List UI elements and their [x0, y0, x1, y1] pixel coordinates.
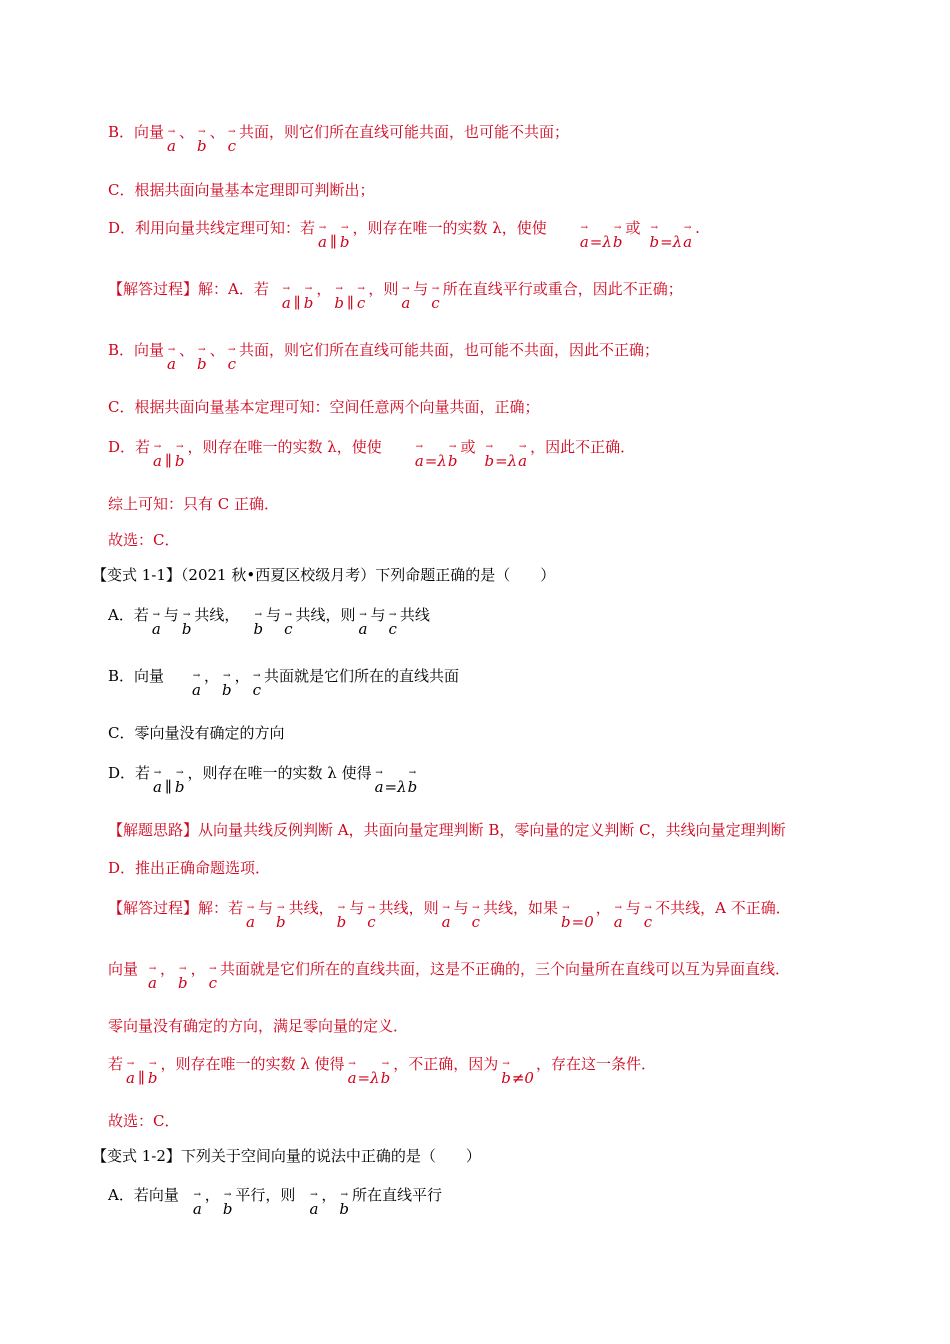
- text: 或: [625, 219, 641, 237]
- option-d-analysis: [108, 218, 700, 252]
- solution-reason-c: 零向量没有确定的方向，满足零向量的定义．: [108, 1017, 409, 1035]
- a-parallel-b: [317, 232, 351, 252]
- a-eq-lambda-b: [579, 232, 624, 252]
- comma: ，: [316, 280, 332, 298]
- vector-a: → a: [153, 777, 162, 797]
- a-parallel-b: [125, 1068, 159, 1088]
- text: 共面，则它们所在直线可能共面，也可能不共面，因此不正确；: [239, 341, 660, 359]
- text: 与: [349, 899, 365, 917]
- text: ，则: [368, 280, 399, 298]
- comma: ，: [159, 960, 175, 978]
- text: ，不正确，因为: [393, 1055, 499, 1073]
- vector-a: → a: [153, 451, 162, 471]
- vector-a: → a: [580, 232, 589, 252]
- text: ，因此不正确．: [530, 438, 636, 456]
- text: 共面，则它们所在直线可能共面，也可能不共面；: [239, 123, 570, 141]
- text: 与: [266, 606, 282, 624]
- text: 或: [460, 438, 476, 456]
- vector-a: → a: [167, 136, 176, 156]
- vector-b: → b: [408, 777, 418, 797]
- vector-c: → c: [472, 912, 480, 932]
- comma: ，: [234, 667, 250, 685]
- vector-a: → a: [415, 451, 424, 471]
- text: ，则存在唯一的实数 λ，使使: [187, 438, 382, 456]
- vector-a: → a: [282, 293, 291, 313]
- vector-c: → c: [253, 680, 261, 700]
- b-eq-zero: [560, 912, 594, 932]
- comma: ，: [321, 1186, 337, 1204]
- solution-hint-cont: D．推出正确命题选项．: [108, 859, 271, 877]
- text: A．若向量: [108, 1186, 179, 1204]
- vector-c: → c: [228, 354, 236, 374]
- a-eq-lambda-b: [374, 777, 419, 797]
- text: B．向量: [108, 667, 165, 685]
- parallel-symbol: ∥: [329, 233, 337, 251]
- vector-a: → a: [401, 293, 410, 313]
- solution-process-1: [108, 279, 683, 313]
- separator: 、: [178, 341, 194, 359]
- separator: 、: [178, 123, 194, 141]
- vector-a: → a: [614, 912, 623, 932]
- vector-b: → b: [448, 451, 458, 471]
- text: 向量: [108, 960, 139, 978]
- vector-b: → b: [148, 1068, 158, 1088]
- answer-1: 故选：C．: [108, 531, 180, 549]
- vector-c: → c: [209, 973, 217, 993]
- vector-b: → b: [197, 136, 207, 156]
- vector-b: → b: [340, 232, 350, 252]
- vector-c: → c: [431, 293, 439, 313]
- text: ，则存在唯一的实数 λ 使得: [160, 1055, 345, 1073]
- separator: 、: [209, 341, 225, 359]
- variant-1-2-option-a: [108, 1185, 442, 1219]
- variant-1-1-option-d: [108, 763, 420, 797]
- parallel-symbol: ∥: [137, 1069, 145, 1087]
- text: 【解答过程】解：若: [108, 899, 244, 917]
- text: 所在直线平行或重合，因此不正确；: [442, 280, 683, 298]
- text: 共面就是它们所在的直线共面，这是不正确的，三个向量所在直线可以互为异面直线．: [220, 960, 791, 978]
- vector-b: → b: [222, 680, 232, 700]
- vector-a: → a: [192, 680, 201, 700]
- text: 与: [370, 606, 386, 624]
- text: 所在直线平行: [352, 1186, 443, 1204]
- vector-b: → b: [304, 293, 314, 313]
- text: 共线，则: [295, 606, 356, 624]
- vector-c: → c: [388, 619, 396, 639]
- b-neq-zero: [500, 1068, 534, 1088]
- vector-b: → b: [484, 451, 494, 471]
- vector-b: → b: [339, 1199, 349, 1219]
- text: 共面就是它们所在的直线共面: [264, 667, 460, 685]
- vector-a: → a: [375, 777, 384, 797]
- text: 共线，: [194, 606, 240, 624]
- vector-b: → b: [501, 1068, 511, 1088]
- vector-a: → a: [442, 912, 451, 932]
- text: B．向量: [108, 123, 165, 141]
- neq-zero: ≠0: [511, 1069, 534, 1087]
- solution-option-c: C．根据共面向量基本定理可知：空间任意两个向量共面，正确；: [108, 398, 540, 416]
- vector-a: → a: [148, 973, 157, 993]
- a-parallel-b: [152, 777, 186, 797]
- vector-b: → b: [253, 619, 263, 639]
- text: 平行，则: [235, 1186, 296, 1204]
- eq-zero: =0: [571, 913, 594, 931]
- vector-b: → b: [182, 619, 192, 639]
- vector-c: → c: [357, 293, 365, 313]
- text: D．若: [108, 438, 151, 456]
- text: 与: [257, 899, 273, 917]
- solution-hint: 【解题思路】从向量共线反例判断 A，共面向量定理判断 B，零向量的定义判断 C，共线向量定理判断: [108, 821, 786, 839]
- text: A．若: [108, 606, 149, 624]
- option-b-analysis: [108, 122, 569, 156]
- separator: 、: [209, 123, 225, 141]
- vector-a: → a: [152, 619, 161, 639]
- text: 共线: [399, 606, 430, 624]
- text: ，存在这一条件．: [535, 1055, 656, 1073]
- vector-b: → b: [381, 1068, 391, 1088]
- vector-a: → a: [358, 619, 367, 639]
- a-parallel-b: [281, 293, 315, 313]
- solution-option-b: [108, 340, 659, 374]
- vector-b: → b: [334, 293, 344, 313]
- vector-b: → b: [197, 354, 207, 374]
- text: 与: [625, 899, 641, 917]
- comma: ，: [595, 899, 611, 917]
- vector-c: → c: [284, 619, 292, 639]
- variant-1-1-option-b: [108, 666, 459, 700]
- parallel-symbol: ∥: [164, 452, 172, 470]
- summary: 综上可知：只有 C 正确．: [108, 495, 280, 513]
- text: D．利用向量共线定理可知：若: [108, 219, 316, 237]
- solution-reason-d: [108, 1054, 656, 1088]
- b-parallel-c: [333, 293, 366, 313]
- vector-b: → b: [649, 232, 659, 252]
- text: 不共线，A 不正确．: [655, 899, 791, 917]
- vector-c: → c: [367, 912, 375, 932]
- text: 若: [108, 1055, 124, 1073]
- parallel-symbol: ∥: [293, 294, 301, 312]
- vector-a: → a: [193, 1199, 202, 1219]
- variant-1-1-option-c: C．零向量没有确定的方向: [108, 724, 285, 742]
- vector-a: → a: [309, 1199, 318, 1219]
- vector-b: → b: [561, 912, 571, 932]
- eq-lambda: =λ: [424, 452, 447, 470]
- b-eq-lambda-a: [483, 451, 528, 471]
- eq-lambda: =λ: [384, 778, 407, 796]
- vector-b: → b: [276, 912, 286, 932]
- variant-1-2-title: 【变式 1-2】下列关于空间向量的说法中正确的是（ ）: [92, 1147, 481, 1165]
- text: ，则存在唯一的实数 λ 使得: [187, 764, 372, 782]
- vector-a: → a: [126, 1068, 135, 1088]
- variant-1-1-option-a: [108, 605, 430, 639]
- eq-lambda: =λ: [589, 233, 612, 251]
- eq-lambda: =λ: [357, 1069, 380, 1087]
- text: 共线，则: [378, 899, 439, 917]
- eq-lambda: =λ: [495, 452, 518, 470]
- text: 与: [453, 899, 469, 917]
- text: 共线，: [288, 899, 334, 917]
- answer-2: 故选：C．: [108, 1112, 180, 1130]
- parallel-symbol: ∥: [346, 294, 354, 312]
- vector-b: → b: [613, 232, 623, 252]
- period: .: [695, 219, 700, 237]
- vector-b: → b: [178, 973, 188, 993]
- solution-reason-b: [108, 959, 790, 993]
- solution-process-2: [108, 898, 791, 932]
- vector-c: → c: [644, 912, 652, 932]
- comma: ，: [203, 667, 219, 685]
- vector-b: → b: [223, 1199, 233, 1219]
- text: 共线，如果: [483, 899, 559, 917]
- vector-a: → a: [348, 1068, 357, 1088]
- text: 与: [413, 280, 429, 298]
- text: 与: [163, 606, 179, 624]
- vector-c: → c: [228, 136, 236, 156]
- vector-a: → a: [167, 354, 176, 374]
- vector-b: → b: [337, 912, 347, 932]
- vector-a: → a: [318, 232, 327, 252]
- text: 【解答过程】解：A．若: [108, 280, 269, 298]
- solution-option-d: [108, 437, 635, 471]
- a-parallel-b: [152, 451, 186, 471]
- b-eq-lambda-a: [648, 232, 693, 252]
- text: ，则存在唯一的实数 λ，使使: [352, 219, 547, 237]
- text: D．若: [108, 764, 151, 782]
- eq-lambda: =λ: [660, 233, 683, 251]
- vector-a: → a: [518, 451, 527, 471]
- comma: ，: [204, 1186, 220, 1204]
- parallel-symbol: ∥: [164, 778, 172, 796]
- variant-1-1-title: 【变式 1-1】（2021 秋•西夏区校级月考）下列命题正确的是（ ）: [92, 566, 556, 584]
- text: B．向量: [108, 341, 165, 359]
- vector-b: → b: [175, 451, 185, 471]
- comma: ，: [190, 960, 206, 978]
- vector-a: → a: [246, 912, 255, 932]
- a-eq-lambda-b: [347, 1068, 392, 1088]
- option-c-analysis: C．根据共面向量基本定理即可判断出；: [108, 181, 375, 199]
- vector-b: → b: [175, 777, 185, 797]
- vector-a: → a: [683, 232, 692, 252]
- a-eq-lambda-b: [414, 451, 459, 471]
